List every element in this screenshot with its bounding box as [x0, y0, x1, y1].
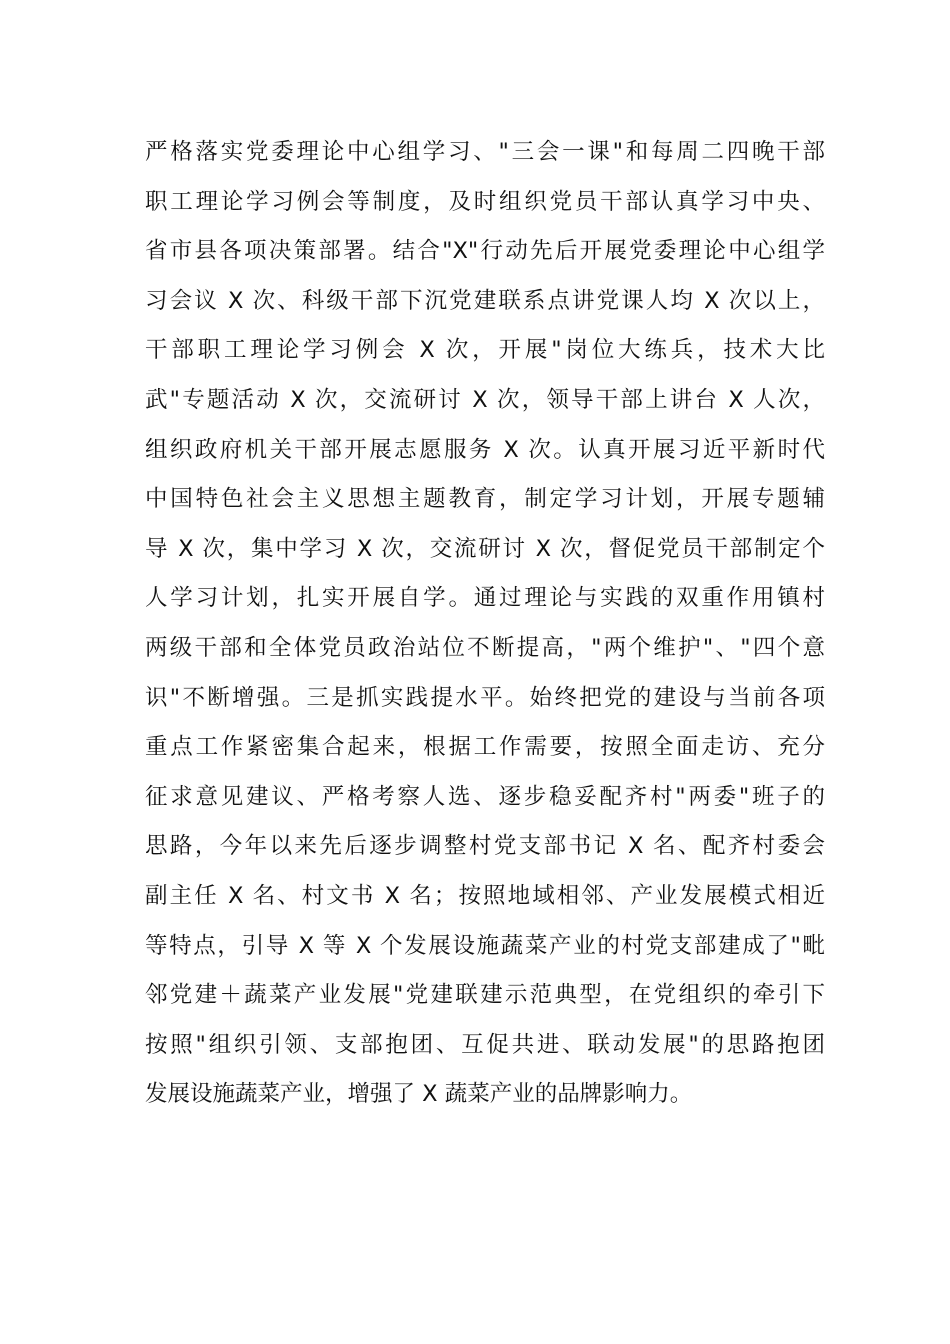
- text-line: 武"专题活动 X 次，交流研讨 X 次，领导干部上讲台 X 人次，: [145, 386, 825, 413]
- text-line: 副主任 X 名、村文书 X 名；按照地域相邻、产业发展模式相近: [145, 882, 825, 909]
- text-line: 等特点，引导 X 等 X 个发展设施蔬菜产业的村党支部建成了"毗: [145, 932, 825, 959]
- text-line: 习会议 X 次、科级干部下沉党建联系点讲党课人均 X 次以上，: [145, 287, 825, 314]
- text-line: 组织政府机关干部开展志愿服务 X 次。认真开展习近平新时代: [145, 436, 825, 463]
- text-line: 识"不断增强。三是抓实践提水平。始终把党的建设与当前各项: [145, 684, 825, 711]
- body-paragraph: [145, 128, 825, 1120]
- text-line: 导 X 次，集中学习 X 次，交流研讨 X 次，督促党员干部制定个: [145, 535, 825, 562]
- text-line: 干部职工理论学习例会 X 次，开展"岗位大练兵，技术大比: [145, 337, 825, 364]
- text-line: 严格落实党委理论中心组学习、"三会一课"和每周二四晚干部: [145, 139, 825, 165]
- text-line: 邻党建＋蔬菜产业发展"党建联建示范典型，在党组织的牵引下: [145, 982, 825, 1009]
- text-line: 两级干部和全体党员政治站位不断提高，"两个维护"、"四个意: [145, 634, 825, 661]
- text-line: 思路，今年以来先后逐步调整村党支部书记 X 名、配齐村委会: [145, 833, 825, 860]
- text-line: 中国特色社会主义思想主题教育，制定学习计划，开展专题辅: [145, 486, 825, 513]
- text-line: 发展设施蔬菜产业，增强了 X 蔬菜产业的品牌影响力。: [145, 1081, 693, 1108]
- text-line: 省市县各项决策部署。结合"X"行动先后开展党委理论中心组学: [145, 238, 825, 265]
- text-line: 按照"组织引领、支部抱团、互促共进、联动发展"的思路抱团: [145, 1031, 825, 1058]
- text-line: 人学习计划，扎实开展自学。通过理论与实践的双重作用镇村: [145, 585, 825, 612]
- text-line: 征求意见建议、严格考察人选、逐步稳妥配齐村"两委"班子的: [145, 783, 825, 810]
- text-line: 重点工作紧密集合起来，根据工作需要，按照全面走访、充分: [145, 734, 825, 761]
- text-line: 职工理论学习例会等制度，及时组织党员干部认真学习中央、: [145, 188, 825, 215]
